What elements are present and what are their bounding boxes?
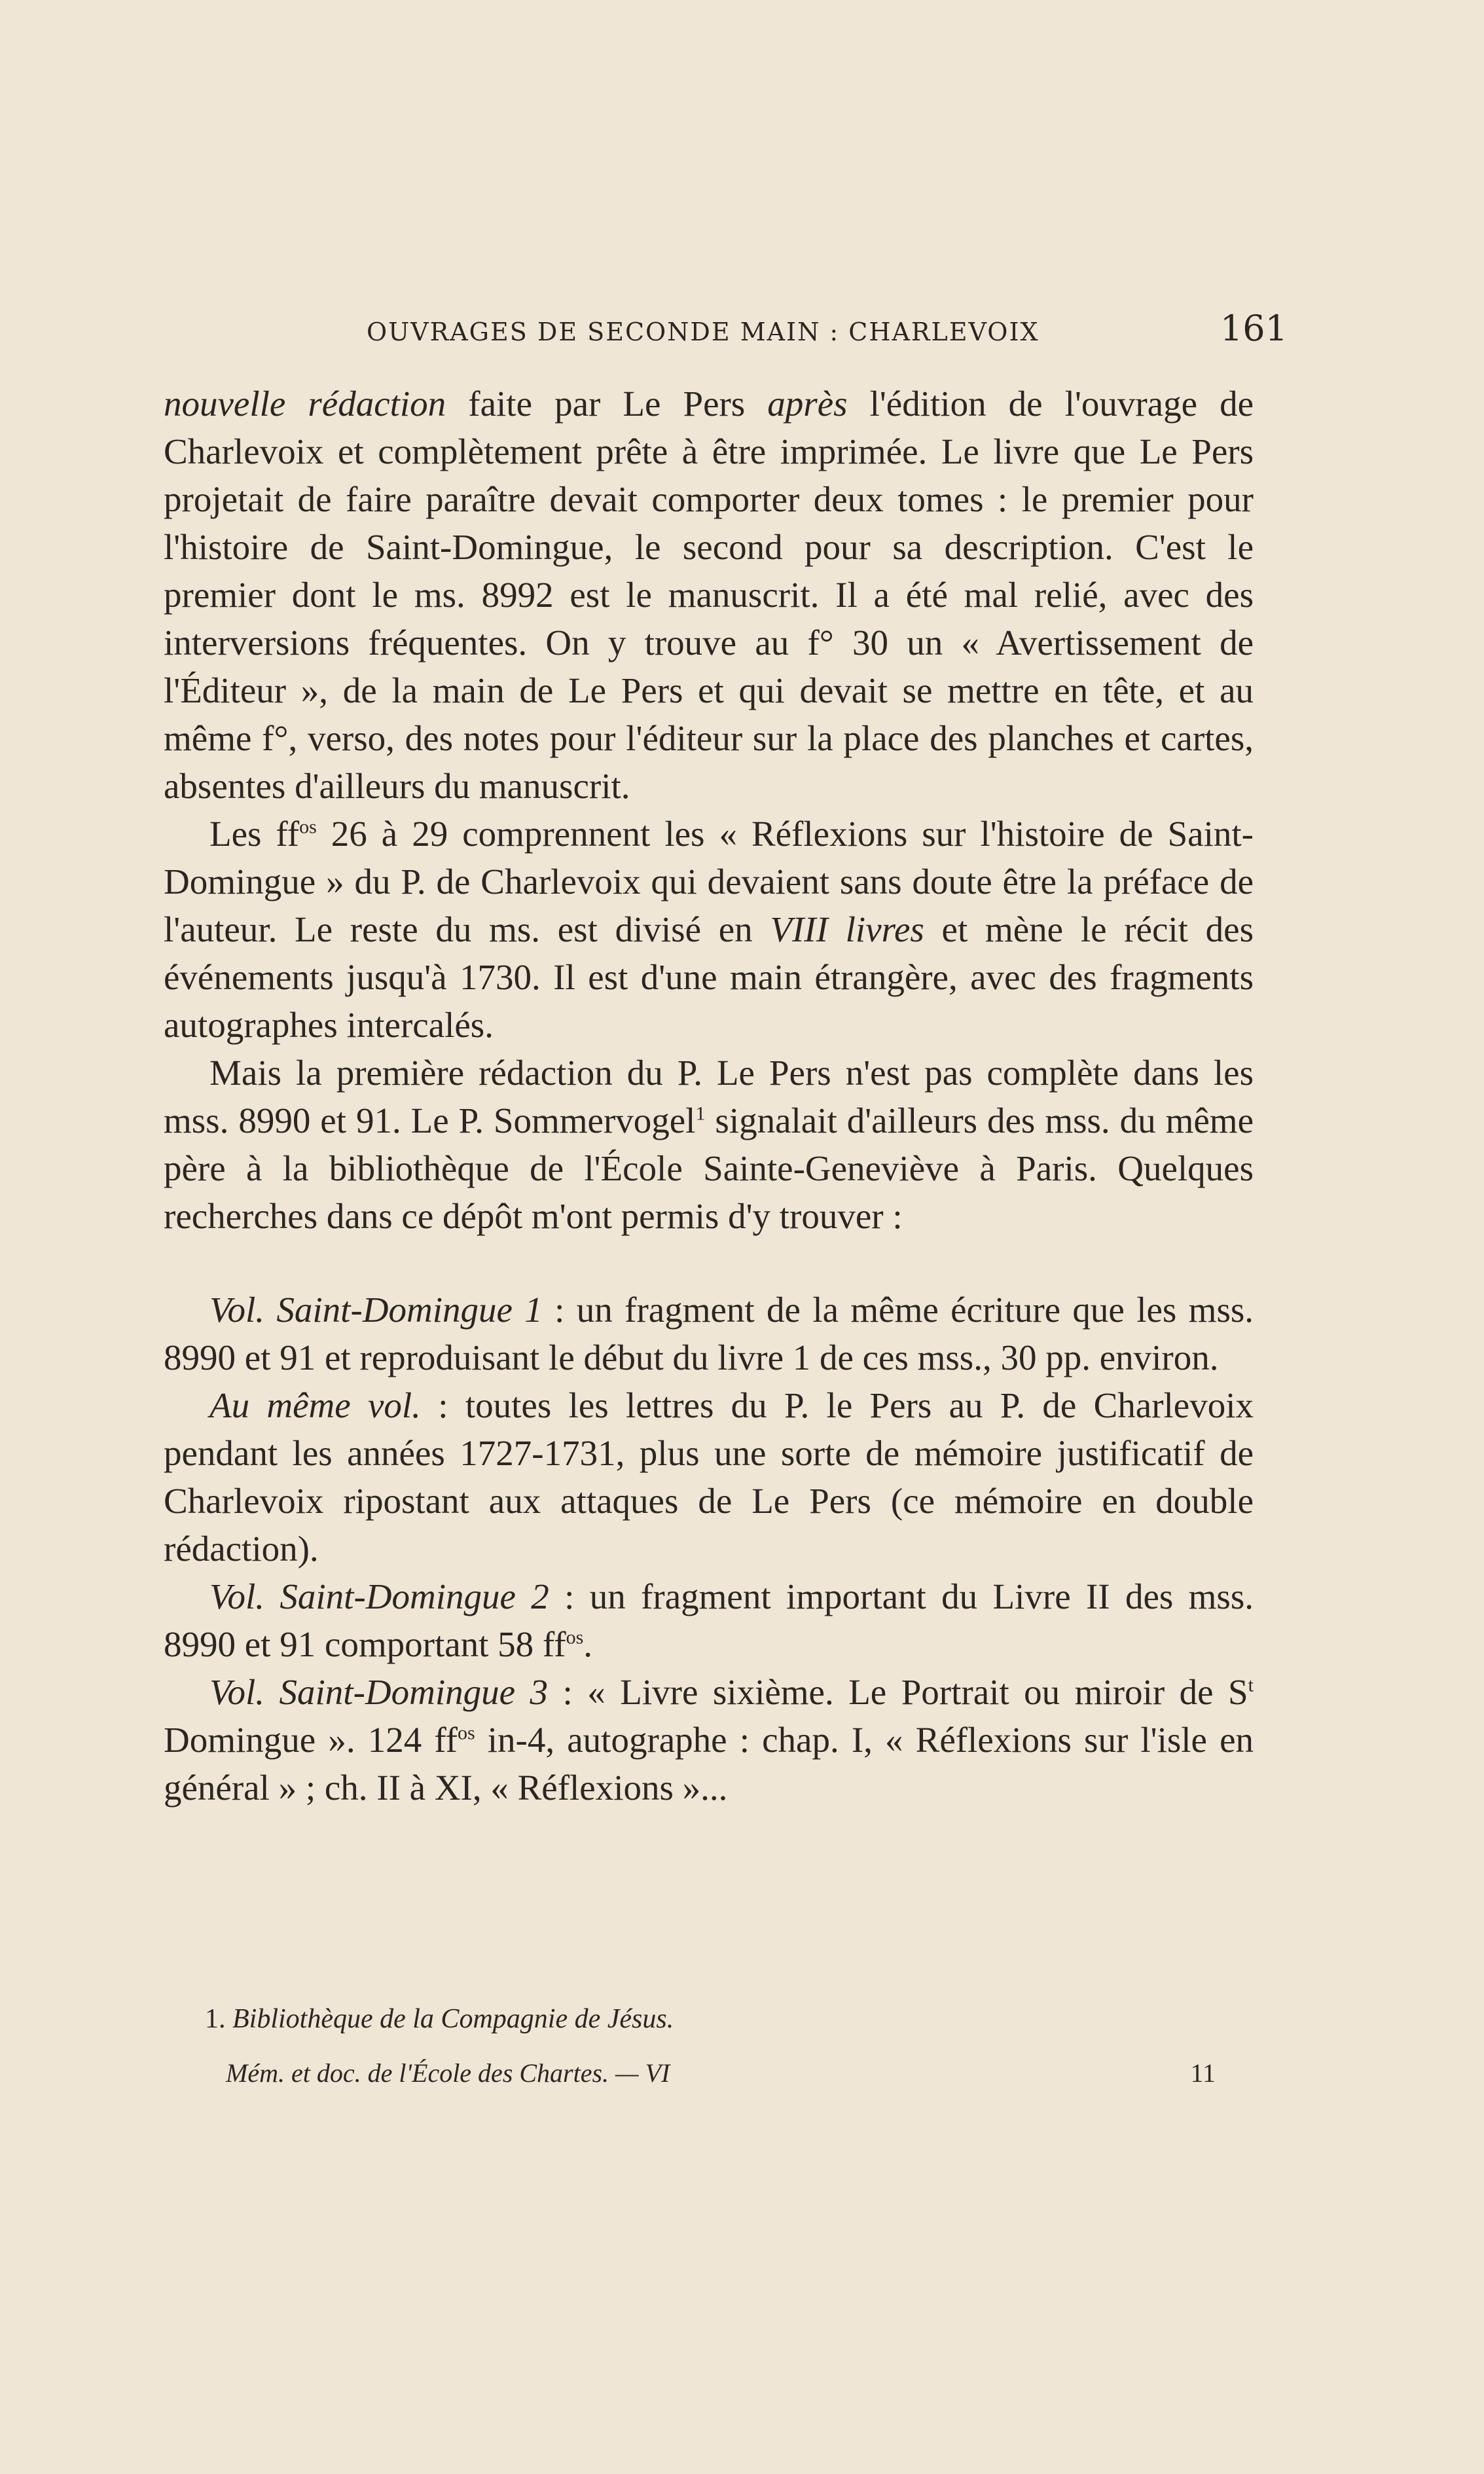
- italic-text: VIII livres: [770, 909, 924, 949]
- spacer: [164, 1240, 1254, 1286]
- body-text: [164, 380, 1254, 1811]
- text-run: : un fragment de la même écriture que les mss. 8990 et 91 et reproduisant le début du livre 1 de ces mss., 30 pp. environ.: [164, 1290, 1254, 1377]
- superscript: os: [299, 816, 317, 838]
- paragraph: [164, 380, 1254, 810]
- italic-text: Vol. Saint-Domingue 3: [209, 1672, 549, 1712]
- paragraph: [164, 1573, 1254, 1668]
- footnote: [205, 2003, 674, 2035]
- italic-text: Vol. Saint-Domingue 1: [209, 1290, 543, 1330]
- paragraph: [164, 1668, 1254, 1811]
- text-run: in-4, autographe : chap. I, « Réflexions sur l'isle en général » ; ch. II à XI, « Réflexions »...: [164, 1720, 1254, 1808]
- page-header: [167, 308, 1288, 349]
- text-run: signalait d'ailleurs des mss. du même père à la bibliothèque de l'École Sainte-Geneviève à Paris. Quelques recherches dans ce dépôt m'ont permis d'y trouver :: [164, 1101, 1254, 1236]
- footnote-text: Bibliothèque de la Compagnie de Jésus.: [232, 2004, 674, 2034]
- superscript: 1: [695, 1102, 706, 1125]
- text-run: : « Livre sixième. Le Portrait ou miroir de S: [548, 1672, 1248, 1712]
- page-number: 161: [1220, 308, 1288, 349]
- italic-text: nouvelle rédaction: [164, 384, 446, 424]
- footnote-number: 1.: [205, 2004, 226, 2034]
- text-run: Domingue ». 124 ff: [164, 1720, 458, 1760]
- paragraph: [164, 810, 1254, 1049]
- paragraph: [164, 1049, 1254, 1240]
- footer-series: Mém. et doc. de l'École des Chartes. — VI: [226, 2058, 670, 2088]
- text-run: : un fragment important du Livre II des mss. 8990 et 91 comportant 58 ff: [164, 1576, 1254, 1664]
- running-title: OUVRAGES DE SECONDE MAIN : CHARLEVOIX: [367, 318, 1040, 346]
- text-run: Mais la première rédaction du P. Le Pers n'est pas complète dans les mss. 8990 et 91. Le P. Sommervogel: [164, 1053, 1254, 1140]
- paragraph: [164, 1381, 1254, 1573]
- italic-text: Vol. Saint-Domingue 2: [209, 1576, 549, 1616]
- text-run: 26 à 29 comprennent les « Réflexions sur l'histoire de Saint-Domingue » du P. de Charlevoix qui devaient sans doute être la préface de l'auteur. Le reste du ms. est divisé en: [164, 814, 1254, 949]
- page-footer: [226, 2058, 1216, 2088]
- superscript: t: [1248, 1674, 1254, 1696]
- superscript: os: [566, 1626, 584, 1648]
- text-run: : toutes les lettres du P. le Pers au P. de Charlevoix pendant les années 1727-1731, plus une sorte de mémoire justificatif de Charlevoix ripostant aux attaques de Le Pers (ce mémoire en double rédaction).: [164, 1385, 1254, 1569]
- italic-text: Au même vol.: [209, 1385, 421, 1425]
- paragraph: [164, 1286, 1254, 1381]
- signature-number: 11: [1190, 2058, 1216, 2088]
- text-run: Les ff: [209, 814, 300, 854]
- text-run: l'édition de l'ouvrage de Charlevoix et complètement prête à être imprimée. Le livre que Le Pers projetait de faire paraître devait comporter deux tomes : le premier pour l'histoire de Saint-Domingue, le second pour sa description. C'est le premier dont le ms. 8992 est le manuscrit. Il a été mal relié, avec des interversions fréquentes. On y trouve au f° 30 un « Avertissement de l'Éditeur », de la main de Le Pers et qui devait se mettre en tête, et au même f°, verso, des notes pour l'éditeur sur la place des planches et cartes, absentes d'ailleurs du manuscrit.: [164, 384, 1254, 806]
- text-run: et mène le récit des événements jusqu'à 1730. Il est d'une main étrangère, avec des fragments autographes intercalés.: [164, 909, 1254, 1045]
- superscript: os: [457, 1722, 475, 1744]
- italic-text: après: [767, 384, 848, 424]
- text-run: .: [583, 1624, 592, 1664]
- text-run: faite par Le Pers: [446, 384, 768, 424]
